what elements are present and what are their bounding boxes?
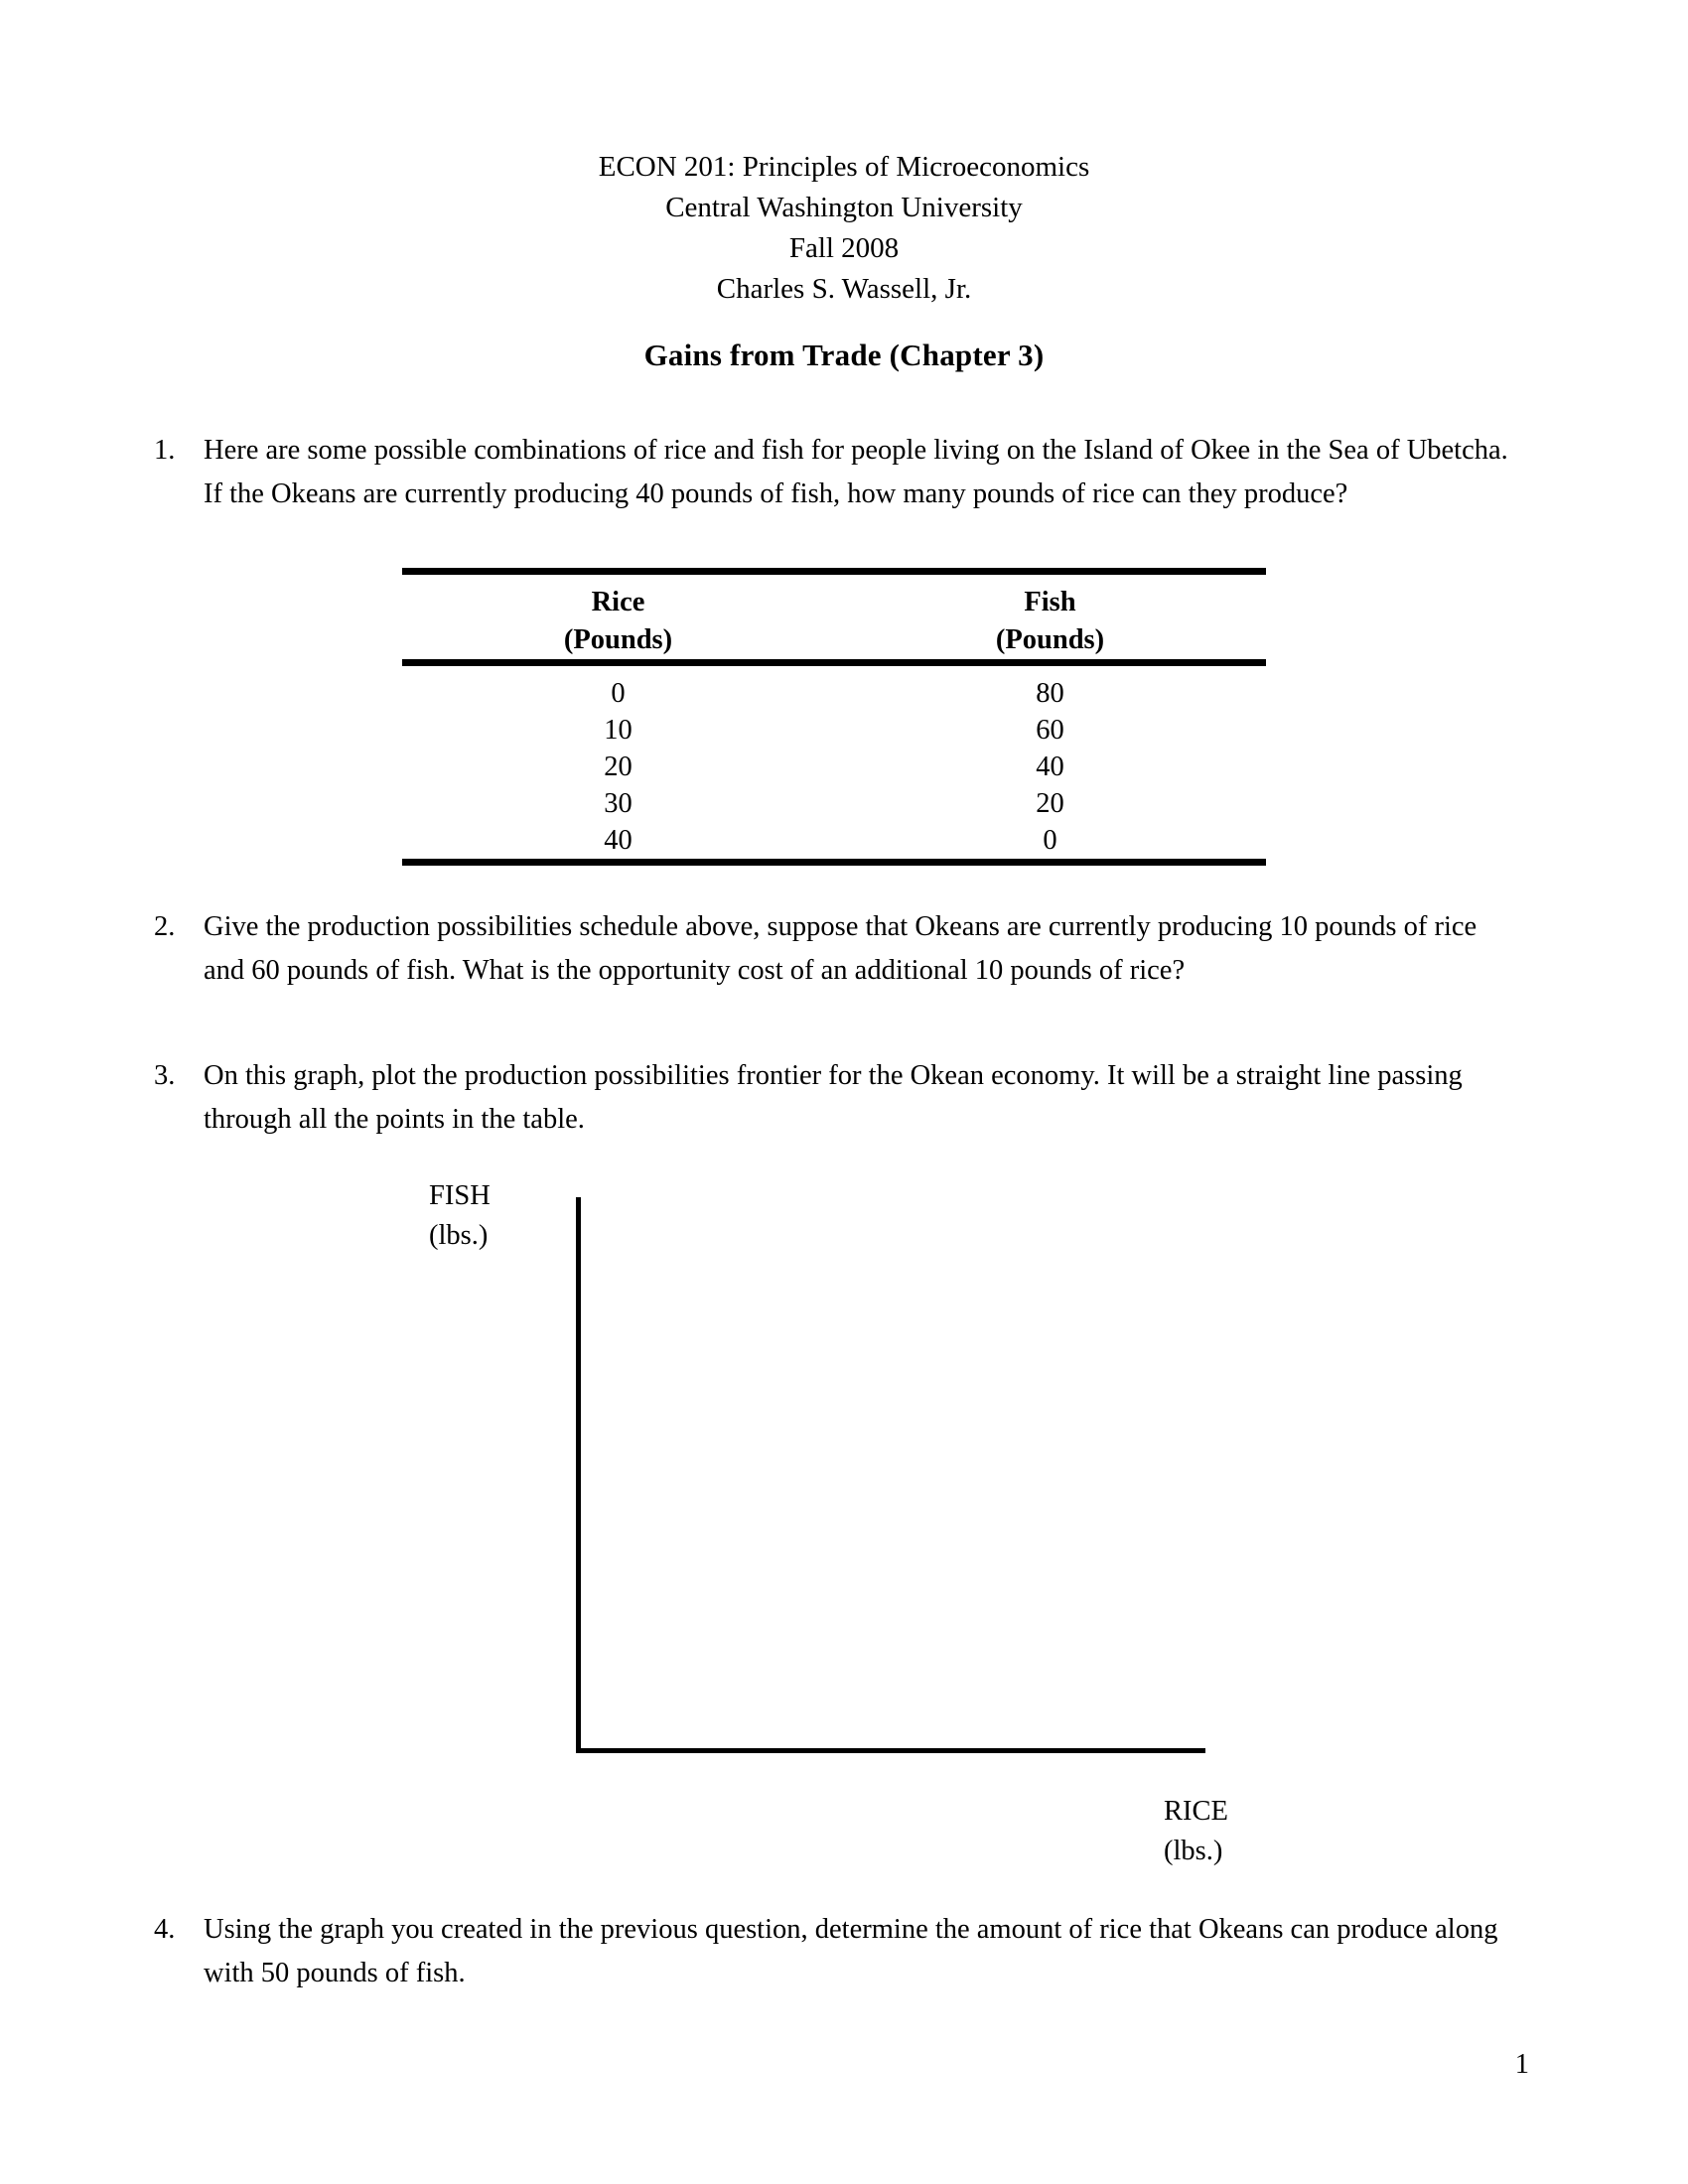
question-number-3: 3. bbox=[154, 1060, 176, 1091]
table-head bbox=[402, 572, 1266, 663]
question-text-1: Here are some possible combinations of rice and fish for people living on the Island of Okee in the Sea of Ubetcha. If the Okeans are currently producing 40 pounds of fish, how many pounds of rice can they produce? bbox=[204, 435, 1508, 509]
table-bottom-rule-left bbox=[402, 863, 834, 875]
y-axis-line bbox=[576, 1197, 581, 1753]
production-possibilities-table bbox=[402, 568, 1266, 874]
question-number-4: 4. bbox=[154, 1914, 176, 1945]
table-header-units-row bbox=[402, 621, 1266, 663]
table-head-rule-row bbox=[402, 572, 1266, 585]
y-axis-label bbox=[429, 1176, 491, 1256]
cell-rice: 0 bbox=[611, 678, 626, 709]
table-mid-rule-right bbox=[834, 663, 1266, 676]
table-top-rule-right bbox=[834, 572, 1266, 585]
page-title: Gains from Trade (Chapter 3) bbox=[643, 338, 1045, 372]
column-header-fish: Fish bbox=[1024, 587, 1076, 617]
x-axis-line bbox=[576, 1748, 1205, 1753]
table-row bbox=[402, 785, 1266, 822]
cell-fish: 60 bbox=[1036, 715, 1064, 746]
column-unit-fish: (Pounds) bbox=[995, 624, 1105, 655]
cell-rice: 20 bbox=[604, 751, 633, 782]
page-number: 1 bbox=[1514, 2049, 1529, 2080]
term-line: Fall 2008 bbox=[788, 232, 900, 264]
y-axis-label-line2: (lbs.) bbox=[429, 1220, 489, 1251]
table-top-rule-left bbox=[402, 572, 834, 585]
document-header bbox=[0, 147, 1688, 310]
course-line: ECON 201: Principles of Microeconomics bbox=[598, 151, 1090, 183]
table-row bbox=[402, 749, 1266, 785]
cell-fish: 0 bbox=[1043, 825, 1057, 856]
cell-rice: 40 bbox=[604, 825, 633, 856]
cell-rice: 10 bbox=[604, 715, 633, 746]
y-axis-label-line1: FISH bbox=[429, 1180, 491, 1211]
cell-fish: 80 bbox=[1036, 678, 1064, 709]
table-row bbox=[402, 712, 1266, 749]
table-body bbox=[402, 663, 1266, 875]
ppf-schedule bbox=[402, 568, 1266, 874]
cell-fish: 20 bbox=[1036, 788, 1064, 819]
question-number-2: 2. bbox=[154, 911, 176, 942]
column-unit-rice: (Pounds) bbox=[563, 624, 673, 655]
cell-fish: 40 bbox=[1036, 751, 1064, 782]
question-text-3: On this graph, plot the production possibilities frontier for the Okean economy. It will be a straight line passing through all the points in the table. bbox=[204, 1060, 1463, 1135]
question-number-1: 1. bbox=[154, 435, 176, 466]
x-axis-label-line2: (lbs.) bbox=[1164, 1836, 1223, 1866]
column-header-rice: Rice bbox=[591, 587, 645, 617]
question-item-4 bbox=[154, 1908, 1524, 1995]
question-text-4: Using the graph you created in the previous question, determine the amount of rice that Okeans can produce along with 50 pounds of fish. bbox=[204, 1914, 1498, 1988]
question-item-3 bbox=[154, 1054, 1524, 1142]
question-item-2 bbox=[154, 905, 1524, 993]
table-row bbox=[402, 675, 1266, 712]
table-mid-rule-row bbox=[402, 663, 1266, 676]
x-axis-label bbox=[1164, 1792, 1228, 1871]
table-bottom-rule-right bbox=[834, 863, 1266, 875]
table-row bbox=[402, 822, 1266, 863]
question-text-2: Give the production possibilities schedule above, suppose that Okeans are currently producing 10 pounds of rice and 60 pounds of fish. What is the opportunity cost of an additional 10 pounds of rice? bbox=[204, 911, 1477, 986]
x-axis-label-line1: RICE bbox=[1164, 1796, 1228, 1827]
table-bottom-rule-row bbox=[402, 863, 1266, 875]
question-item-1 bbox=[154, 429, 1524, 516]
instructor-line: Charles S. Wassell, Jr. bbox=[716, 273, 972, 305]
table-mid-rule-left bbox=[402, 663, 834, 676]
cell-rice: 30 bbox=[604, 788, 633, 819]
institution-line: Central Washington University bbox=[665, 192, 1023, 223]
table-header-names-row bbox=[402, 584, 1266, 621]
